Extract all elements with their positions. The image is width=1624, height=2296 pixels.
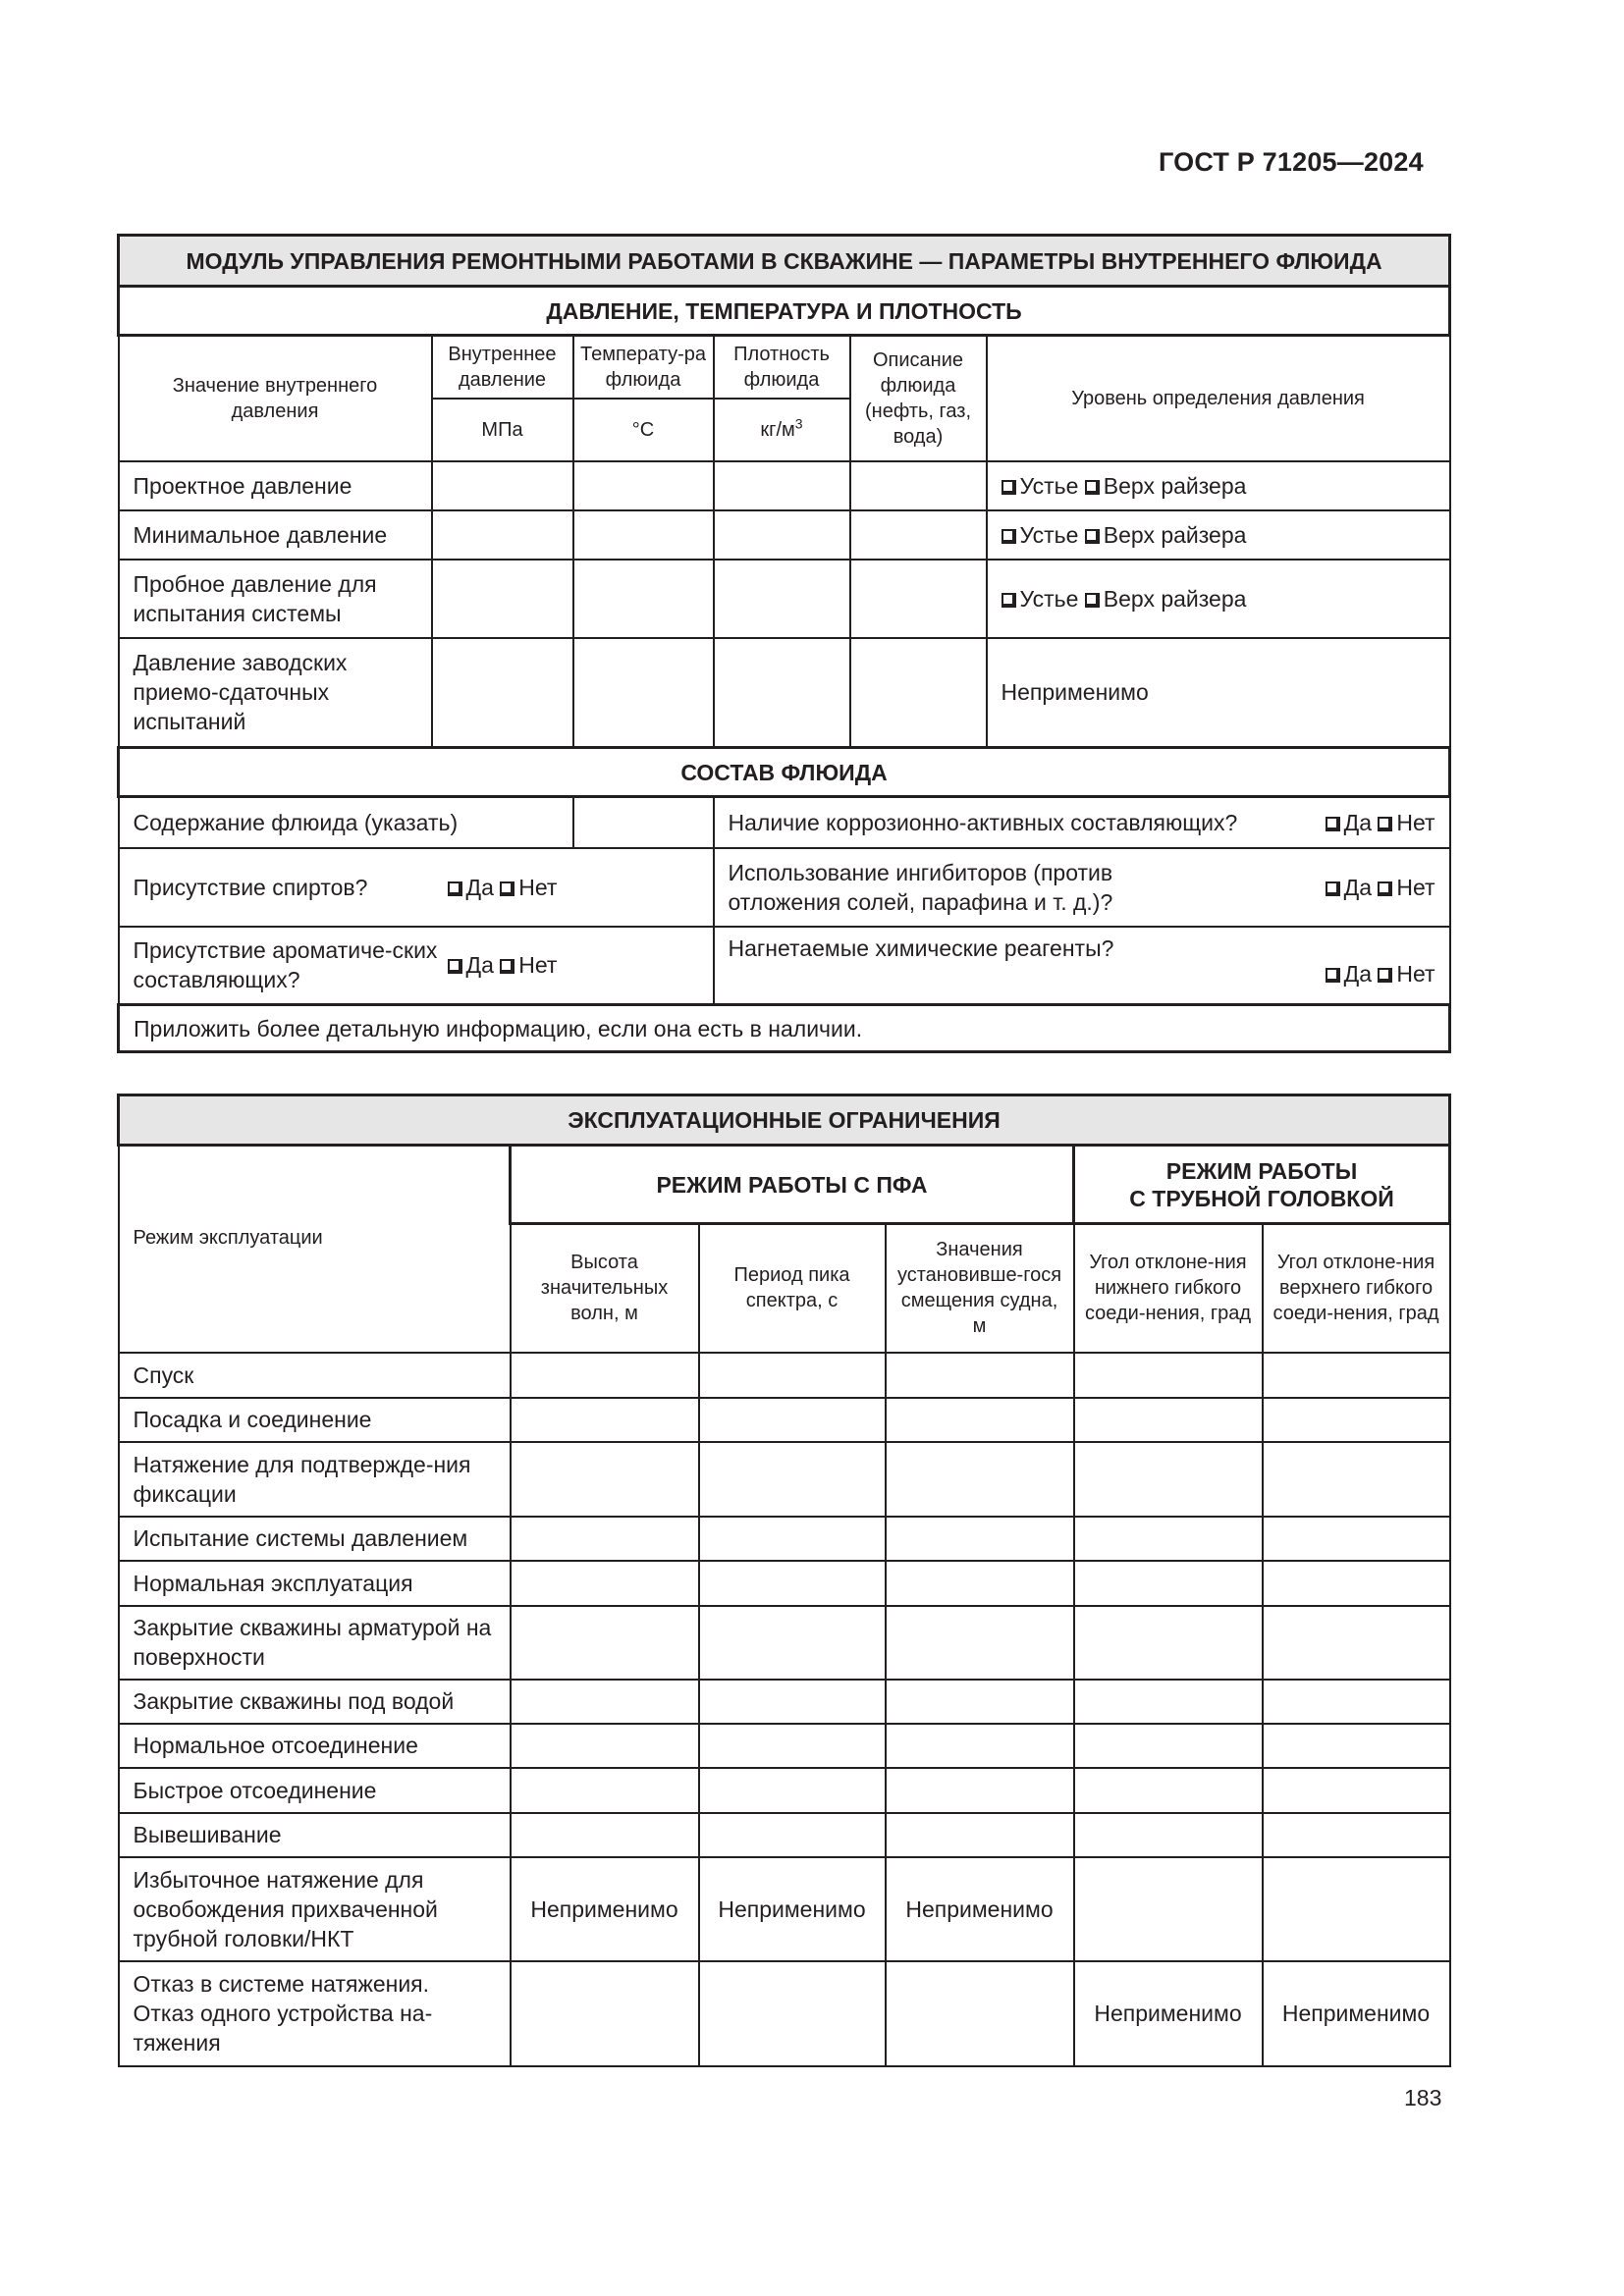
cell-input[interactable]: [1263, 1768, 1450, 1813]
table-row: [119, 1813, 1450, 1857]
checkbox-icon: [1378, 817, 1392, 831]
checkbox-icon: [1001, 480, 1016, 495]
table-row: [119, 461, 1450, 510]
table-row: [119, 1398, 1450, 1442]
level-options: [987, 560, 1450, 638]
unit-temperature: °С: [573, 399, 714, 461]
checkbox-wellhead[interactable]: Устье: [1001, 522, 1079, 548]
cell-input[interactable]: [886, 1813, 1074, 1857]
cell-input[interactable]: [699, 1398, 886, 1442]
checkbox-yes[interactable]: Да: [1326, 961, 1372, 987]
cell-input[interactable]: [699, 1561, 886, 1606]
description-input[interactable]: [850, 510, 987, 560]
checkbox-no[interactable]: Нет: [500, 875, 557, 900]
checkbox-icon: [1326, 817, 1340, 831]
cell-input[interactable]: [886, 1398, 1074, 1442]
table-row: [119, 1680, 1450, 1724]
checkbox-icon: [1378, 968, 1392, 983]
page-number: 183: [1404, 2085, 1442, 2110]
description-input[interactable]: [850, 638, 987, 748]
unit-density: $кг/м^3$: [714, 399, 850, 461]
cell-input[interactable]: [1263, 1813, 1450, 1857]
cell-input[interactable]: [1263, 1857, 1450, 1961]
cell-input[interactable]: [1074, 1724, 1263, 1768]
table-row: [119, 1517, 1450, 1561]
table-row: [119, 927, 1450, 1005]
section-pressure-title: ДАВЛЕНИЕ, ТЕМПЕРАТУРА И ПЛОТНОСТЬ: [119, 287, 1450, 336]
checkbox-icon: [1001, 593, 1016, 608]
row-label: Давление заводских приемо-сдаточных испытаний: [119, 638, 432, 748]
cell-input[interactable]: [699, 1680, 886, 1724]
checkbox-riser-top[interactable]: Верх райзера: [1085, 473, 1247, 499]
row-label: Минимальное давление: [119, 510, 432, 560]
checkbox-riser-top[interactable]: Верх райзера: [1085, 522, 1247, 548]
cell-input[interactable]: [511, 1961, 699, 2066]
cell-input[interactable]: [511, 1680, 699, 1724]
cell-input[interactable]: [886, 1517, 1074, 1561]
temperature-input[interactable]: [573, 638, 714, 748]
cell-input[interactable]: [1263, 1680, 1450, 1724]
temperature-input[interactable]: [573, 560, 714, 638]
col-header-value: Значение внутреннего давления: [119, 336, 432, 461]
row-label: Посадка и соединение: [119, 1398, 511, 1442]
cell-input[interactable]: [886, 1724, 1074, 1768]
density-input[interactable]: [714, 461, 850, 510]
table-row: [119, 1606, 1450, 1680]
corrosive-question: Наличие коррозионно-активных составляющих? Да Нет: [714, 797, 1450, 848]
cell-input[interactable]: [1263, 1398, 1450, 1442]
row-label: Проектное давление: [119, 461, 432, 510]
cell-input[interactable]: [1263, 1724, 1450, 1768]
cell-input[interactable]: [511, 1517, 699, 1561]
cell-input[interactable]: [511, 1442, 699, 1517]
checkbox-icon: [1378, 881, 1392, 896]
cell-input[interactable]: [1074, 1353, 1263, 1398]
checkbox-no[interactable]: Нет: [1378, 961, 1435, 987]
row-label: Испытание системы давлением: [119, 1517, 511, 1561]
checkbox-yes[interactable]: Да: [1326, 875, 1372, 900]
row-label: Вывешивание: [119, 1813, 511, 1857]
table-row: [119, 1442, 1450, 1517]
temperature-input[interactable]: [573, 510, 714, 560]
cell-input[interactable]: [699, 1813, 886, 1857]
checkbox-no[interactable]: Нет: [1378, 810, 1435, 835]
description-input[interactable]: [850, 461, 987, 510]
cell-not-applicable: Неприменимо: [699, 1857, 886, 1961]
col-header-level: Уровень определения давления: [987, 336, 1450, 461]
checkbox-icon: [1326, 881, 1340, 896]
table-row: [119, 1857, 1450, 1961]
cell-input[interactable]: [511, 1561, 699, 1606]
table-row: [119, 797, 1450, 848]
fluid-parameters-table: [117, 234, 1451, 1053]
cell-not-applicable: Неприменимо: [511, 1857, 699, 1961]
checkbox-yes[interactable]: Да: [448, 952, 494, 978]
row-label: Отказ в системе натяжения. Отказ одного устройства на-тяжения: [119, 1961, 511, 2066]
attach-note: Приложить более детальную информацию, если она есть в наличии.: [119, 1005, 1450, 1052]
cell-input[interactable]: [886, 1561, 1074, 1606]
description-input[interactable]: [850, 560, 987, 638]
row-label: Пробное давление для испытания системы: [119, 560, 432, 638]
cell-input[interactable]: [1074, 1561, 1263, 1606]
cell-input[interactable]: [511, 1398, 699, 1442]
row-label: Закрытие скважины под водой: [119, 1680, 511, 1724]
density-input[interactable]: [714, 560, 850, 638]
cell-input[interactable]: [511, 1353, 699, 1398]
checkbox-icon: [1085, 593, 1100, 608]
checkbox-yes[interactable]: Да: [448, 875, 494, 900]
temperature-input[interactable]: [573, 461, 714, 510]
checkbox-icon: [448, 881, 462, 896]
col-header-lower-flex-angle: Угол отклоне-ния нижнего гибкого соеди-нения, град: [1074, 1224, 1263, 1353]
checkbox-icon: [448, 959, 462, 974]
cell-input[interactable]: [699, 1606, 886, 1680]
checkbox-yes[interactable]: Да: [1326, 810, 1372, 835]
pressure-input[interactable]: [432, 510, 573, 560]
cell-not-applicable: Неприменимо: [1074, 1961, 1263, 2066]
table-row: [119, 510, 1450, 560]
level-options: [987, 461, 1450, 510]
col-header-description: Описание флюида (нефть, газ, вода): [850, 336, 987, 461]
table1-title: МОДУЛЬ УПРАВЛЕНИЯ РЕМОНТНЫМИ РАБОТАМИ В СКВАЖИНЕ — ПАРАМЕТРЫ ВНУТРЕННЕГО ФЛЮИДА: [119, 236, 1450, 287]
group-header-pfa: РЕЖИМ РАБОТЫ С ПФА: [511, 1146, 1074, 1224]
col-header-upper-flex-angle: Угол отклоне-ния верхнего гибкого соеди-нения, град: [1263, 1224, 1450, 1353]
table-row: [119, 1724, 1450, 1768]
checkbox-icon: [1326, 968, 1340, 983]
table2-title: ЭКСПЛУАТАЦИОННЫЕ ОГРАНИЧЕНИЯ: [119, 1095, 1450, 1146]
chemicals-question: Нагнетаемые химические реагенты? Да Нет: [714, 927, 1450, 1005]
checkbox-icon: [1085, 480, 1100, 495]
checkbox-wellhead[interactable]: Устье: [1001, 586, 1079, 612]
fluid-content-input[interactable]: [573, 797, 714, 848]
cell-input[interactable]: [511, 1724, 699, 1768]
col-header-peak-period: Период пика спектра, с: [699, 1224, 886, 1353]
row-label: Нормальная эксплуатация: [119, 1561, 511, 1606]
alcohols-question: Присутствие спиртов? Да Нет: [119, 848, 714, 927]
cell-input[interactable]: [699, 1961, 886, 2066]
row-label: Закрытие скважины арматурой на поверхности: [119, 1606, 511, 1680]
aromatics-question: Присутствие ароматиче-ских составляющих? Да Нет: [119, 927, 714, 1005]
operating-limits-table: [117, 1094, 1451, 2067]
checkbox-no[interactable]: Нет: [500, 952, 557, 978]
cell-input[interactable]: [886, 1680, 1074, 1724]
fluid-content-label: Содержание флюида (указать): [119, 797, 573, 848]
table-row: [119, 1353, 1450, 1398]
cell-input[interactable]: [1263, 1606, 1450, 1680]
standard-id: ГОСТ Р 71205—2024: [1159, 147, 1424, 177]
cell-input[interactable]: [1074, 1398, 1263, 1442]
cell-input[interactable]: [699, 1442, 886, 1517]
checkbox-icon: [500, 881, 514, 896]
density-input[interactable]: [714, 638, 850, 748]
cell-input[interactable]: [1074, 1680, 1263, 1724]
table-row: [119, 848, 1450, 927]
row-label: Натяжение для подтвержде-ния фиксации: [119, 1442, 511, 1517]
col-header-density: Плотность флюида: [714, 336, 850, 399]
col-header-mode: Режим эксплуатации: [119, 1146, 511, 1353]
cell-not-applicable: Неприменимо: [886, 1857, 1074, 1961]
inhibitors-question: Использование ингибиторов (против отложения солей, парафина и т. д.)? Да Нет: [714, 848, 1450, 927]
cell-input[interactable]: [511, 1606, 699, 1680]
cell-input[interactable]: [1074, 1813, 1263, 1857]
group-header-tubing-head: РЕЖИМ РАБОТЫ С ТРУБНОЙ ГОЛОВКОЙ: [1074, 1146, 1450, 1224]
cell-input[interactable]: [1263, 1442, 1450, 1517]
cell-input[interactable]: [1074, 1857, 1263, 1961]
cell-input[interactable]: [1263, 1353, 1450, 1398]
col-header-wave-height: Высота значительных волн, м: [511, 1224, 699, 1353]
cell-input[interactable]: [1074, 1768, 1263, 1813]
table-row: [119, 1961, 1450, 2066]
unit-pressure: МПа: [432, 399, 573, 461]
pressure-input[interactable]: [432, 638, 573, 748]
checkbox-riser-top[interactable]: Верх райзера: [1085, 586, 1247, 612]
checkbox-wellhead[interactable]: Устье: [1001, 473, 1079, 499]
cell-input[interactable]: [1074, 1517, 1263, 1561]
cell-input[interactable]: [886, 1961, 1074, 2066]
cell-input[interactable]: [511, 1768, 699, 1813]
cell-input[interactable]: [1074, 1442, 1263, 1517]
cell-input[interactable]: [699, 1353, 886, 1398]
table-row: [119, 1561, 1450, 1606]
cell-input[interactable]: [886, 1768, 1074, 1813]
checkbox-icon: [1001, 529, 1016, 544]
cell-input[interactable]: [886, 1353, 1074, 1398]
pressure-input[interactable]: [432, 461, 573, 510]
cell-input[interactable]: [886, 1442, 1074, 1517]
row-label: Избыточное натяжение для освобождения прихваченной трубной головки/НКТ: [119, 1857, 511, 1961]
level-not-applicable: Неприменимо: [987, 638, 1450, 748]
section-composition-title: СОСТАВ ФЛЮИДА: [119, 748, 1450, 797]
table-row: [119, 560, 1450, 638]
cell-input[interactable]: [1263, 1561, 1450, 1606]
checkbox-icon: [500, 959, 514, 974]
cell-input[interactable]: [699, 1517, 886, 1561]
cell-input[interactable]: [699, 1768, 886, 1813]
cell-input[interactable]: [1074, 1606, 1263, 1680]
cell-not-applicable: Неприменимо: [1263, 1961, 1450, 2066]
row-label: Нормальное отсоединение: [119, 1724, 511, 1768]
cell-input[interactable]: [886, 1606, 1074, 1680]
row-label: Быстрое отсоединение: [119, 1768, 511, 1813]
checkbox-icon: [1085, 529, 1100, 544]
level-options: [987, 510, 1450, 560]
density-input[interactable]: [714, 510, 850, 560]
checkbox-no[interactable]: Нет: [1378, 875, 1435, 900]
table-row: [119, 1768, 1450, 1813]
col-header-temperature: Температу-ра флюида: [573, 336, 714, 399]
row-label: Спуск: [119, 1353, 511, 1398]
cell-input[interactable]: [1263, 1517, 1450, 1561]
pressure-input[interactable]: [432, 560, 573, 638]
cell-input[interactable]: [699, 1724, 886, 1768]
cell-input[interactable]: [511, 1813, 699, 1857]
col-header-vessel-offset: Значения установивше-гося смещения судна, м: [886, 1224, 1074, 1353]
col-header-pressure: Внутреннее давление: [432, 336, 573, 399]
table-row: [119, 638, 1450, 748]
